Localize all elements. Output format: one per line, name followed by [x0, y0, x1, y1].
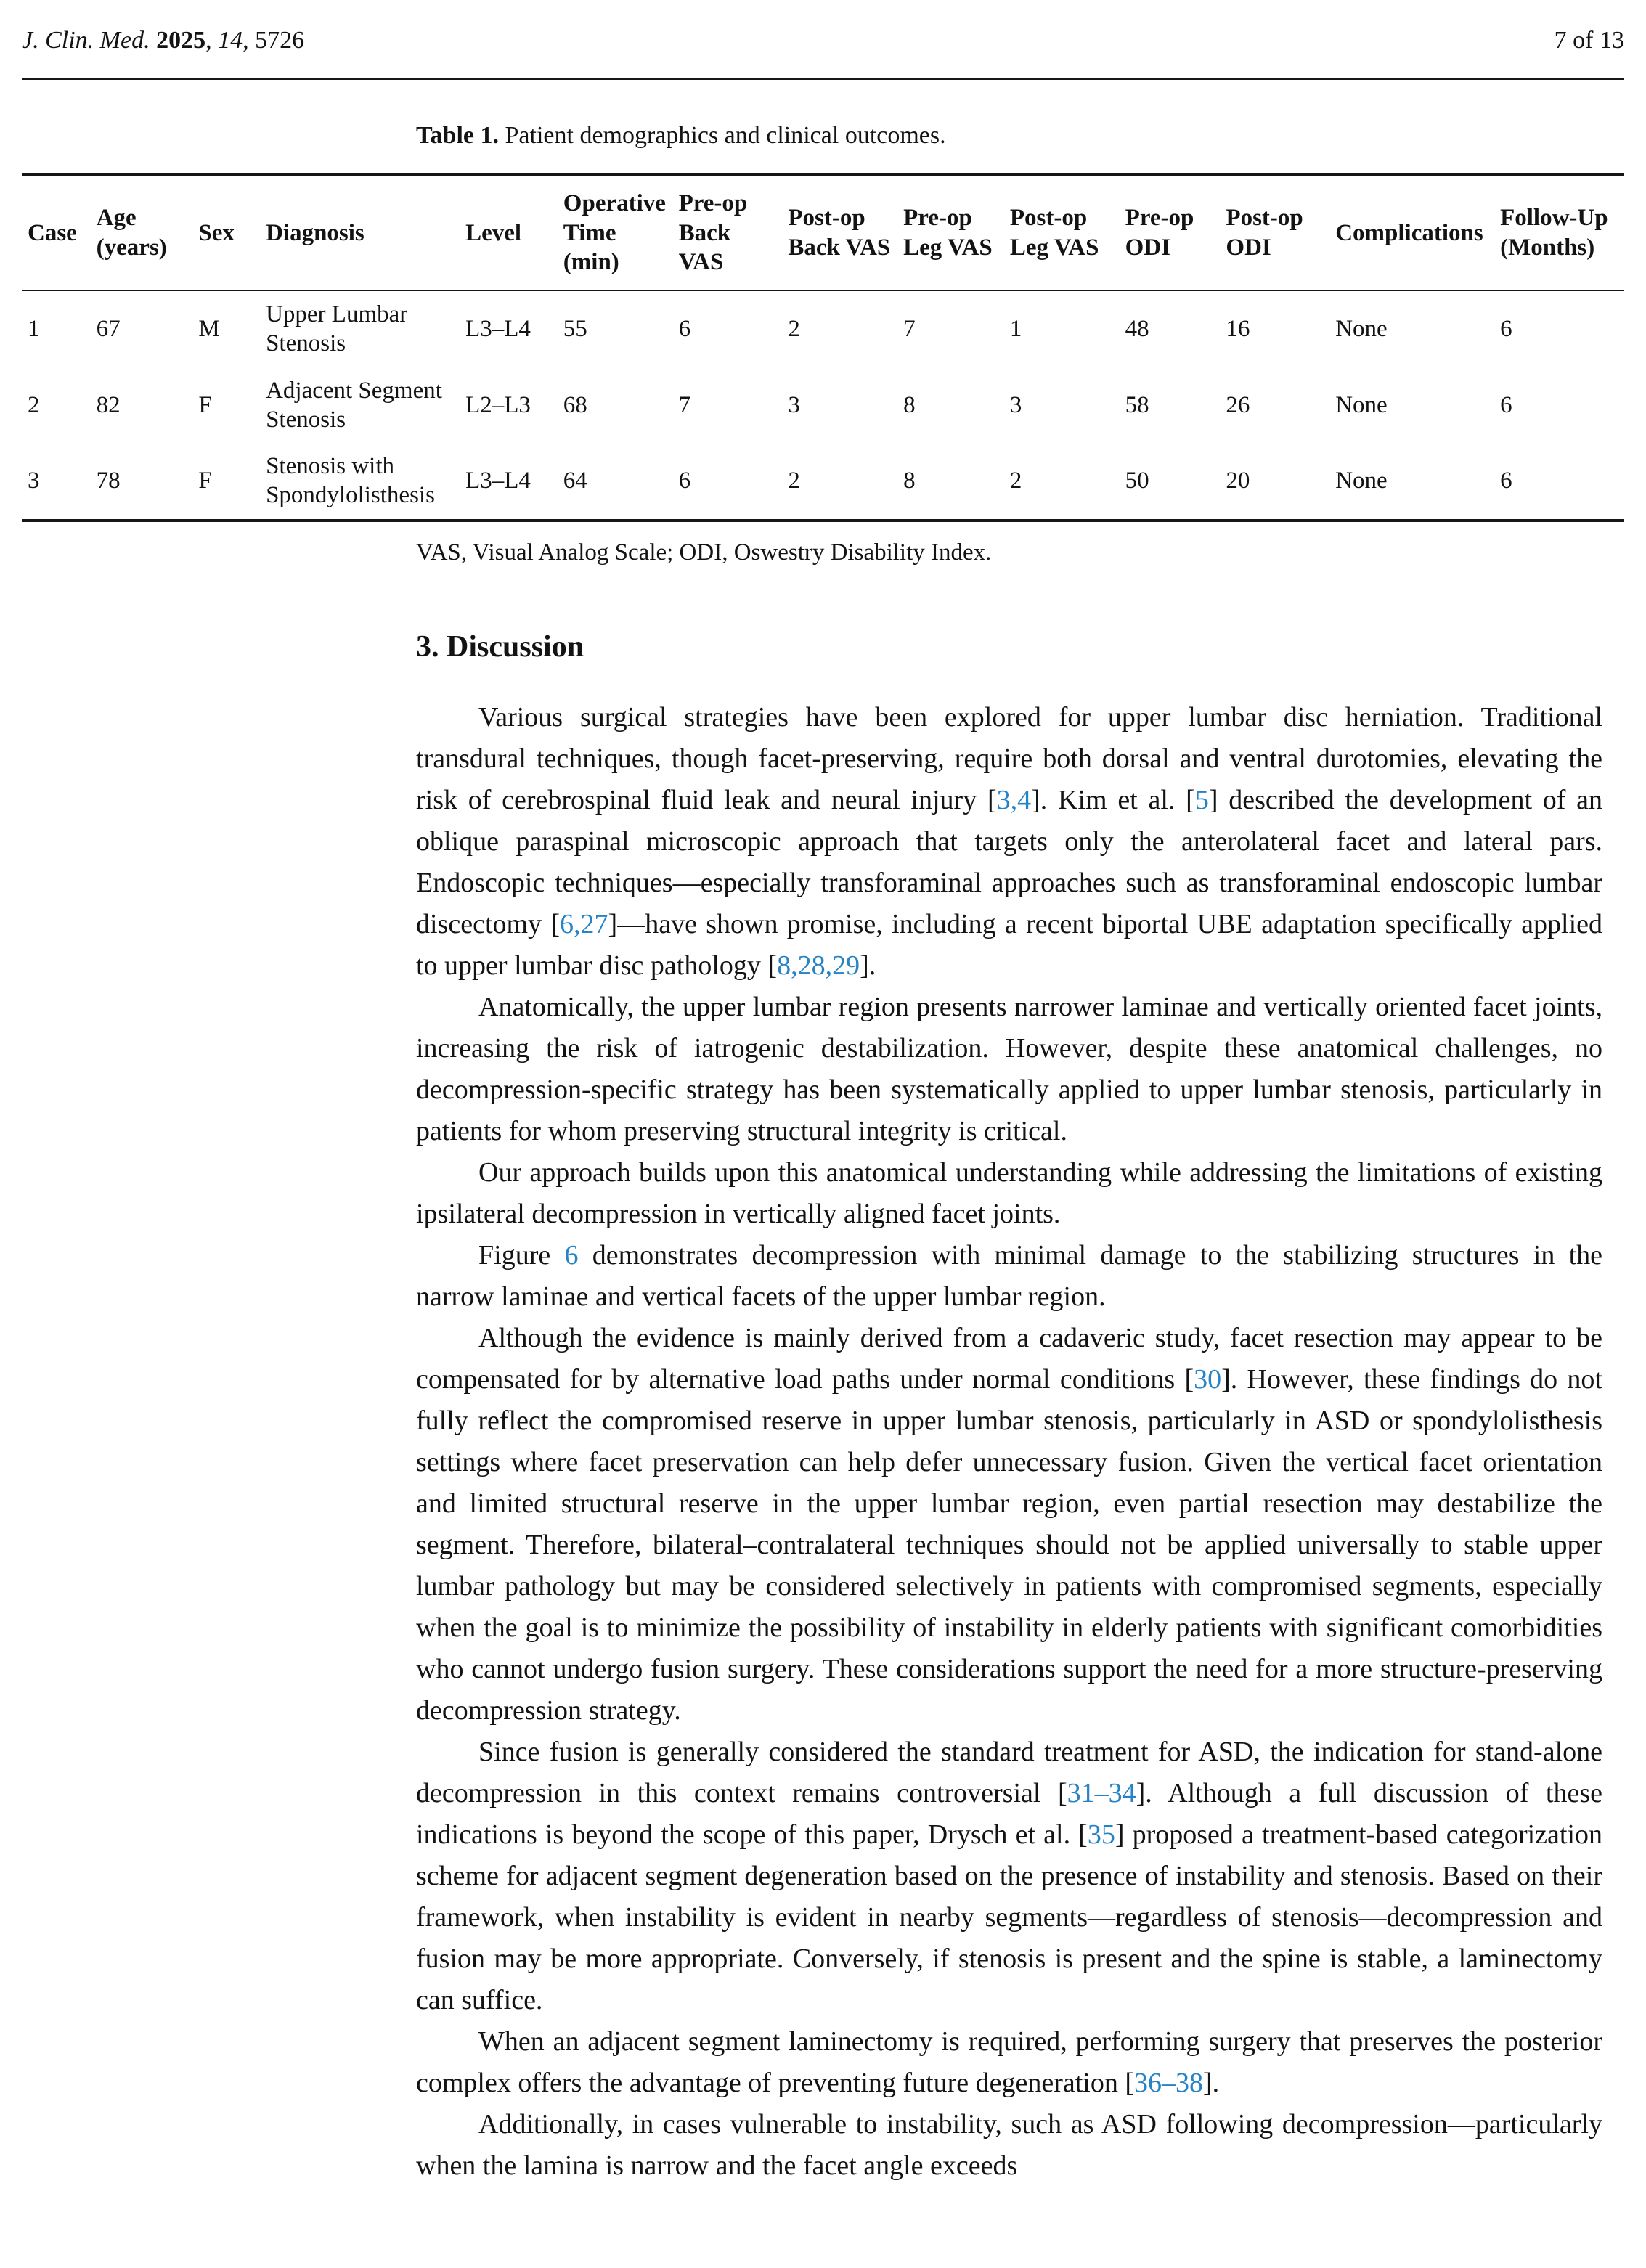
journal-citation-part: 2025 — [156, 27, 206, 54]
table-cell: None — [1335, 391, 1388, 418]
table-cell: 6 — [1500, 316, 1512, 343]
table-cell: 55 — [563, 316, 587, 343]
citation-link[interactable]: 6,27 — [560, 909, 608, 940]
table-cell: F — [198, 468, 212, 494]
table-cell: 7 — [678, 391, 691, 418]
column-header: Post-op Back VAS — [782, 174, 897, 290]
table-caption-label: Table 1. — [416, 121, 500, 149]
table-cell: 20 — [1226, 468, 1250, 494]
discussion-paragraphs — [416, 697, 1602, 2187]
table-cell: Stenosis with Spondylolisthesis — [266, 453, 435, 509]
table-cell: 2 — [788, 468, 800, 494]
table-cell: 67 — [96, 316, 121, 343]
citation-link[interactable]: 8,28,29 — [777, 950, 860, 982]
table-cell: Adjacent Segment Stenosis — [266, 377, 442, 433]
column-header: Level — [460, 174, 558, 290]
paragraph: When an adjacent segment laminectomy is required, performing surgery that preserves the posterior complex offers the advantage of preventing future degeneration [36–38]. — [416, 2026, 1602, 2099]
table-cell: 68 — [563, 391, 587, 418]
column-header: Complications — [1329, 174, 1494, 290]
column-header: Pre-op Back VAS — [673, 174, 783, 290]
table-cell: 7 — [903, 316, 916, 343]
table-cell: 2 — [1009, 468, 1022, 494]
column-header: Pre-op Leg VAS — [897, 174, 1004, 290]
table-footnote: VAS, Visual Analog Scale; ODI, Oswestry Disability Index. — [416, 539, 992, 566]
paragraph: Various surgical strategies have been explored for upper lumbar disc herniation. Traditional transdural techniques, though facet-preserving, require both dorsal and ventral durotomies, elevating the risk of cerebrospinal fluid leak and neural injury [3,4]. Kim et al. [5] described the development of an oblique paraspinal microscopic approach that targets only the anterolateral facet and lateral pars. Endoscopic techniques—especially transforaminal approaches such as transforaminal endoscopic lumbar discectomy [6,27]—have shown promise, including a recent biportal UBE adaptation specifically applied to upper lumbar disc pathology [8,28,29]. — [416, 702, 1603, 982]
table-cell: 58 — [1125, 391, 1149, 418]
table-cell: Upper Lumbar Stenosis — [266, 301, 408, 357]
citation-link[interactable]: 3,4 — [996, 785, 1032, 816]
column-header: Sex — [192, 174, 260, 290]
column-header: Pre-op ODI — [1120, 174, 1221, 290]
column-header: Post-op ODI — [1220, 174, 1329, 290]
column-header: Operative Time (min) — [558, 174, 673, 290]
citation-link[interactable]: 31–34 — [1067, 1778, 1136, 1809]
citation-link[interactable]: 35 — [1087, 1819, 1115, 1851]
table-cell: 82 — [96, 391, 121, 418]
table-cell: 64 — [563, 468, 587, 494]
table-caption — [416, 121, 1624, 152]
citation-link[interactable]: 30 — [1194, 1364, 1222, 1395]
table-cell: 3 — [28, 468, 40, 494]
table-cell: 1 — [28, 316, 40, 343]
table-cell: 16 — [1226, 316, 1250, 343]
section-heading: 3. Discussion — [416, 629, 584, 664]
table-cell: 48 — [1125, 316, 1149, 343]
table-cell: None — [1335, 316, 1388, 343]
paragraph: Anatomically, the upper lumbar region presents narrower laminae and vertically oriented facet joints, increasing the risk of iatrogenic destabilization. However, despite these anatomical challenges, no decompression-specific strategy has been systematically applied to upper lumbar stenosis, particularly in patients for whom preserving structural integrity is critical. — [416, 992, 1602, 1147]
table-cell: 6 — [1500, 391, 1512, 418]
citation-link[interactable]: 5 — [1194, 785, 1209, 816]
table-cell: None — [1335, 468, 1388, 494]
table-cell: 6 — [1500, 468, 1512, 494]
table-cell: 26 — [1226, 391, 1250, 418]
paragraph: Since fusion is generally considered the standard treatment for ASD, the indication for stand-alone decompression in this context remains controversial [31–34]. Although a full discussion of these indications is beyond the scope of this paper, Drysch et al. [35] proposed a treatment-based categorization scheme for adjacent segment degeneration based on the presence of instability and stenosis. Based on their framework, when instability is evident in nearby segments—regardless of stenosis—decompression and fusion may be more appropriate. Conversely, if stenosis is present and the spine is stable, a laminectomy can suffice. — [416, 1737, 1603, 2016]
column-header: Diagnosis — [260, 174, 460, 290]
table-cell: 6 — [678, 316, 691, 343]
column-header: Post-op Leg VAS — [1004, 174, 1120, 290]
table-cell: M — [198, 316, 220, 343]
table-cell: 3 — [788, 391, 800, 418]
column-header: Age (years) — [91, 174, 193, 290]
table-cell: 6 — [678, 468, 691, 494]
table-row — [22, 367, 1624, 444]
paragraph: Our approach builds upon this anatomical understanding while addressing the limitations of existing ipsilateral decompression in vertically aligned facet joints. — [416, 1157, 1602, 1230]
demographics-table — [22, 173, 1624, 521]
table-cell: 50 — [1125, 468, 1149, 494]
paragraph: Although the evidence is mainly derived from a cadaveric study, facet resection may appear to be compensated for by alternative load paths under normal conditions [30]. However, these findings do not fully reflect the compromised reserve in upper lumbar stenosis, particularly in ASD or spondylolisthesis settings where facet preservation can help defer unnecessary fusion. Given the vertical facet orientation and limited structural reserve in the upper lumbar region, even partial resection may destabilize the segment. Therefore, bilateral–contralateral techniques should not be applied universally to stable upper lumbar pathology but may be considered selectively in patients with compromised segments, especially when the goal is to minimize the possibility of instability in elderly patients with significant comorbidities who cannot undergo fusion surgery. These considerations support the need for a more structure-preserving decompression strategy. — [416, 1323, 1602, 1726]
journal-citation-part: , 5726 — [243, 27, 305, 54]
table-cell: 8 — [903, 468, 916, 494]
paragraph: Additionally, in cases vulnerable to instability, such as ASD following decompression—particularly when the lamina is narrow and the facet angle exceeds — [416, 2109, 1602, 2182]
table-cell: L3–L4 — [465, 316, 531, 343]
header-rule — [22, 78, 1624, 80]
table-caption-text: Patient demographics and clinical outcomes. — [499, 121, 946, 149]
table-cell: 2 — [28, 391, 40, 418]
journal-citation-part: , — [205, 27, 219, 54]
citation-link[interactable]: 36–38 — [1134, 2068, 1204, 2099]
table-cell: 2 — [788, 316, 800, 343]
journal-citation — [22, 26, 304, 56]
table-cell: 1 — [1009, 316, 1022, 343]
column-header: Case — [22, 174, 91, 290]
table-cell: 78 — [96, 468, 121, 494]
journal-citation-part: J. Clin. Med. — [22, 27, 157, 54]
paragraph: Figure 6 demonstrates decompression with minimal damage to the stabilizing structures in the narrow laminae and vertical facets of the upper lumbar region. — [416, 1240, 1602, 1313]
table-cell: 3 — [1009, 391, 1022, 418]
table-header-row — [22, 174, 1624, 290]
table-cell: L2–L3 — [465, 391, 531, 418]
column-header: Follow-Up (Months) — [1494, 174, 1624, 290]
table-cell: L3–L4 — [465, 468, 531, 494]
table-cell: 8 — [903, 391, 916, 418]
page-header — [22, 22, 1624, 56]
table-row — [22, 290, 1624, 367]
page-number: 7 of 13 — [1554, 27, 1624, 54]
journal-citation-part: 14 — [218, 27, 243, 54]
citation-link[interactable]: 6 — [564, 1240, 579, 1271]
table-cell: F — [198, 391, 212, 418]
table-row — [22, 443, 1624, 521]
